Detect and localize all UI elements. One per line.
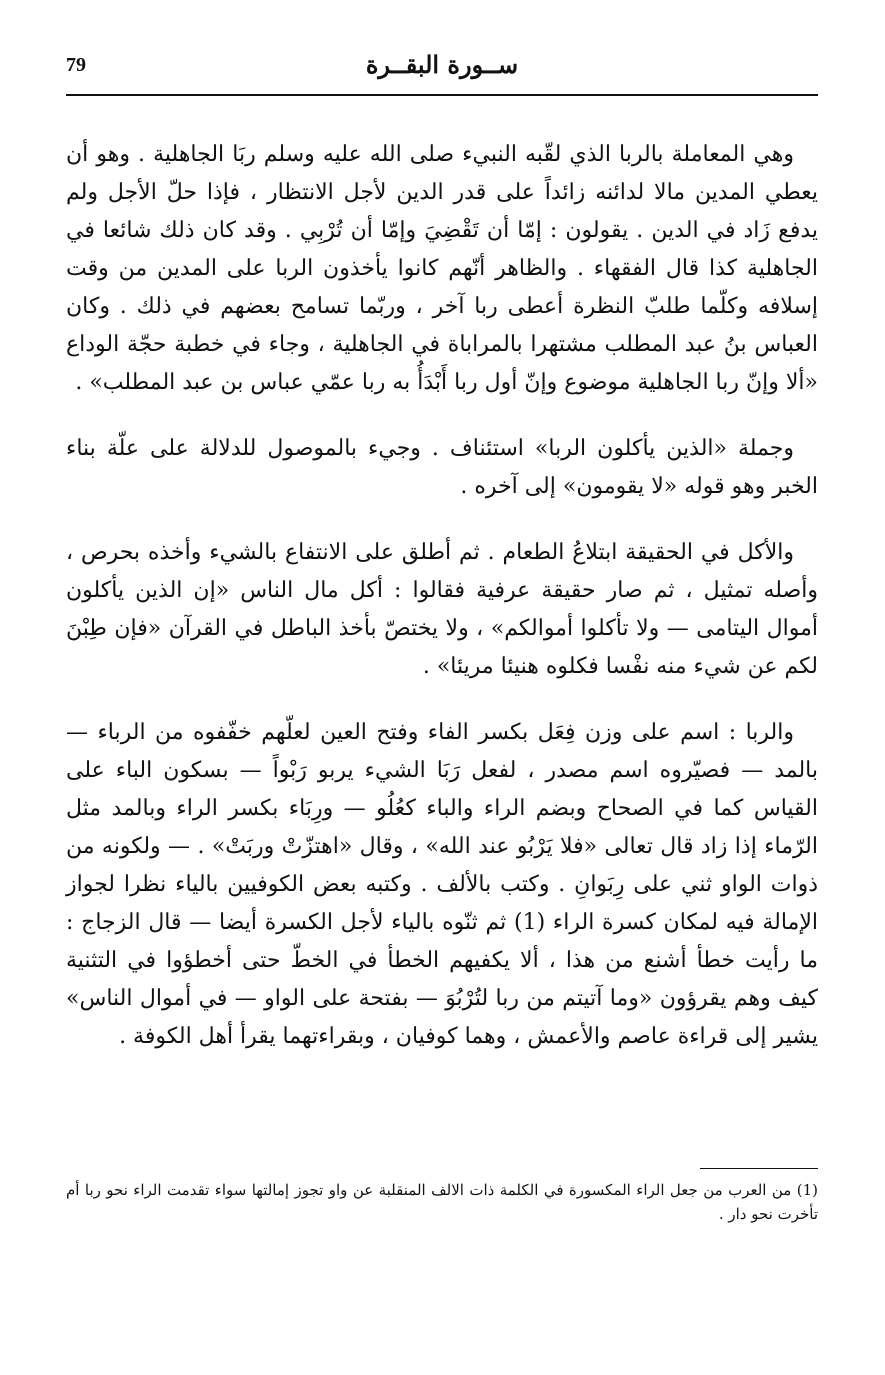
footnote: (1) من العرب من جعل الراء المكسورة في الكلمة ذات الالف المنقلبة عن واو تجوز إمالتها سواء تقدمت الراء نحو ربا أم تأخرت نحو دار .	[66, 1181, 818, 1223]
body-text	[66, 136, 818, 1084]
header-rule	[66, 94, 818, 96]
footnote-rule	[700, 1168, 818, 1169]
page-header	[66, 50, 818, 94]
page-number: 79	[66, 54, 86, 76]
paragraph: وهي المعاملة بالربا الذي لقّبه النبيء صلى الله عليه وسلم ربَا الجاهلية . وهو أن يعطي المدين مالا لدائنه زائداً على قدر الدين لأجل الانتظار ، فإذا حلّ الأجل ولم يدفع زَاد في الدين . يقولون : إمّا أن تَقْضِيَ وإمّا أن تُرْبِي . وقد كان ذلك شائعا في الجاهلية كذا قال الفقهاء . والظاهر أنّهم كانوا يأخذون الربا على المدين من وقت إسلافه وكلّما طلبّ النظرة أعطى ربا آخر ، وربّما تسامح بعضهم في ذلك . وكان العباس بنُ عبد المطلب مشتهرا بالمراباة في الجاهلية ، وجاء في خطبة حجّة الوداع «ألا وإنّ ربا الجاهلية موضوع وإنّ أول ربا أَبْدَأُ به ربا عمّي عباس بن عبد المطلب» .	[66, 142, 818, 395]
paragraph: وجملة «الذين يأكلون الربا» استئناف . وجيء بالموصول للدلالة على علّة بناء الخبر وهو قوله «لا يقومون» إلى آخره .	[66, 436, 818, 499]
paragraph: والأكل في الحقيقة ابتلاعُ الطعام . ثم أطلق على الانتفاع بالشيء وأخذه بحرص ، وأصله تمثيل ، ثم صار حقيقة عرفية فقالوا : أكل مال الناس «إن الذين يأكلون أموال اليتامى — ولا تأكلوا أموالكم» ، ولا يختصّ بأخذ الباطل في القرآن «فإن طِبْنَ لكم عن شيء منه نفْسا فكلوه هنيئا مريئا» .	[66, 540, 818, 679]
running-title: ســورة البقــرة	[365, 50, 519, 79]
footnotes	[66, 1178, 818, 1226]
paragraph: والربا : اسم على وزن فِعَل بكسر الفاء وفتح العين لعلّهم خفّفوه من الرباء — بالمد — فصيّروه اسم مصدر ، لفعل رَبَا الشيء يربو رَبْواً — بسكون الباء على القياس كما في الصحاح وبضم الراء والباء كعُلُو — ورِبَاء بكسر الراء وبالمد مثل الرّماء إذا زاد قال تعالى «فلا يَرْبُو عند الله» ، وقال «اهتزّتْ وربَتْ» . — ولكونه من ذوات الواو ثني على رِبَوانِ . وكتب بالألف . وكتبه بعض الكوفيين بالياء نظرا لجواز الإمالة فيه لمكان كسرة الراء (1) ثم ثنّوه بالياء لأجل الكسرة أيضا — قال الزجاج : ما رأيت خطأ أشنع من هذا ، ألا يكفيهم الخطأ في الخطّ حتى أخطؤوا في التثنية كيف وهم يقرؤون «وما آتيتم من ربا لتُرْبُوَ — بفتحة على الواو — في أموال الناس» يشير إلى قراءة عاصم والأعمش ، وهما كوفيان ، وبقراءتهما يقرأ أهل الكوفة .	[66, 720, 819, 1049]
